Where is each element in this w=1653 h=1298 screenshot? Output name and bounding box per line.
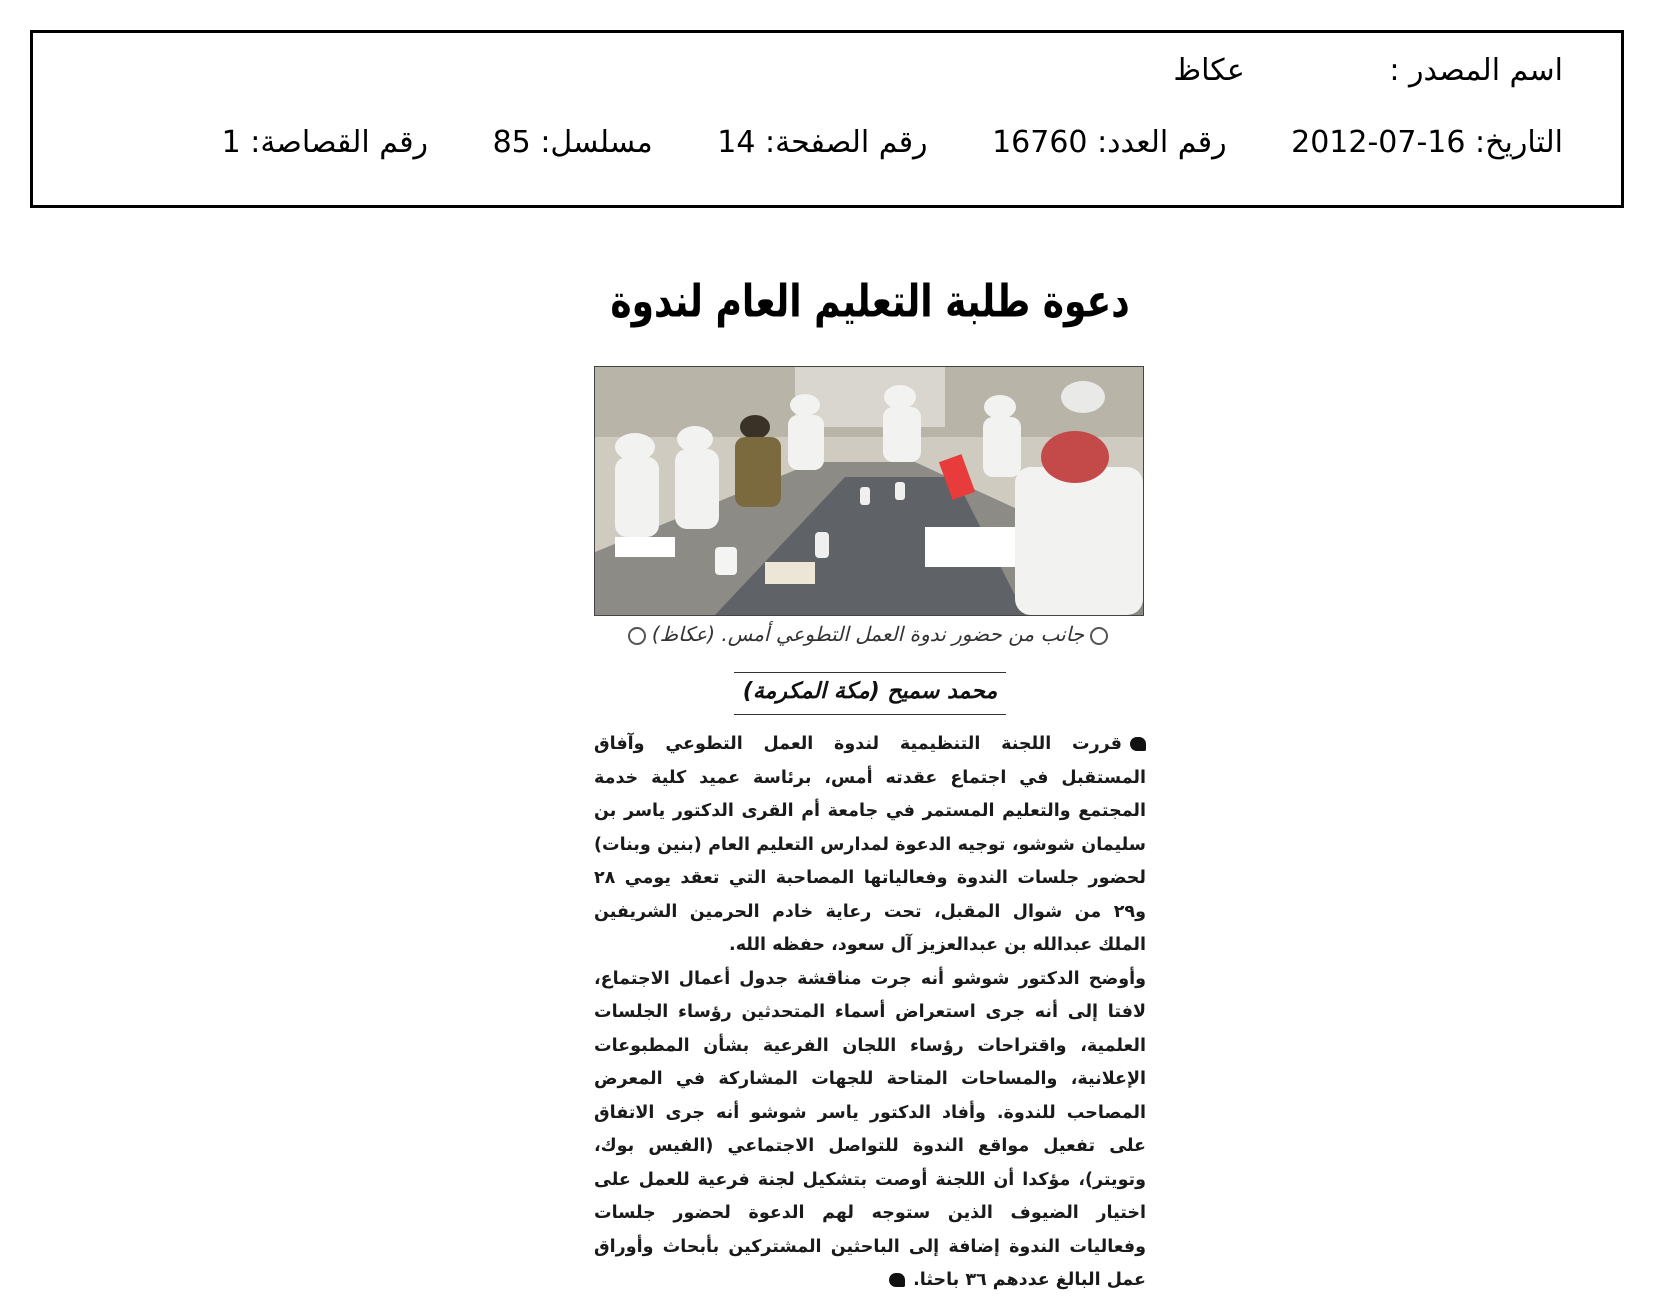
clip-label: رقم القصاصة:: [250, 125, 429, 160]
article-byline: محمد سميح (مكة المكرمة): [734, 672, 1006, 715]
caption-text: جانب من حضور ندوة العمل التطوعي أمس. (عكاظ): [651, 622, 1085, 646]
article-paragraph: [594, 963, 1146, 1298]
paragraph-1-text: قررت اللجنة التنظيمية لندوة العمل التطوعي وآفاق المستقبل في اجتماع عقدته أمس، برئاسة عميد كلية خدمة المجتمع والتعليم المستمر في جامعة أم القرى الدكتور ياسر بن سليمان شوشو، توجيه الدعوة لمدارس التعليم العام (بنين وبنات) لحضور جلسات الندوة وفعالياتها المصاحبة التي تعقد يومي ٢٨ و٢٩ من شوال المقبل، تحت رعاية خادم الحرمين الشريفين الملك عبدالله بن عبدالعزيز آل سعود، حفظه الله.: [594, 734, 1146, 955]
source-row: [1173, 53, 1563, 88]
date-value: 2012-07-16: [1291, 125, 1466, 160]
page-value: 14: [717, 125, 756, 160]
clipping-metadata-box: [30, 30, 1624, 208]
issue-label: رقم العدد:: [1097, 125, 1227, 160]
article-body: [594, 728, 1146, 1298]
caption-bullet-icon: [1090, 627, 1108, 645]
page-label: رقم الصفحة:: [764, 125, 928, 160]
clip-value: 1: [221, 125, 241, 160]
news-article: [594, 258, 1146, 1290]
paragraph-2-text: وأوضح الدكتور شوشو أنه جرت مناقشة جدول أعمال الاجتماع، لافتا إلى أنه جرى استعراض أسماء المتحدثين رؤساء الجلسات العلمية، واقتراحات رؤساء اللجان الفرعية بشأن المطبوعات الإعلانية، والمساحات المتاحة للجهات المشاركة في المعرض المصاحب للندوة. وأفاد الدكتور ياسر شوشو أنه جرى الاتفاق على تفعيل مواقع الندوة للتواصل الاجتماعي (الفيس بوك، وتويتر)، مؤكدا أن اللجنة أوصت بتشكيل لجنة فرعية للعمل على اختيار الضيوف الذين ستوجه لهم الدعوة لحضور جلسات وفعاليات الندوة إضافة إلى الباحثين المشتركين بأبحاث وأوراق عمل البالغ عددهم ٣٦ باحثا.: [594, 968, 1146, 1290]
serial-value: 85: [492, 125, 531, 160]
details-row: [222, 125, 1563, 160]
photo-caption: [594, 622, 1142, 646]
article-paragraph: [594, 728, 1146, 963]
meeting-photo-illustration: [595, 367, 1143, 615]
article-headline: دعوة طلبة التعليم العام لندوة: [610, 276, 1130, 328]
issue-value: 16760: [992, 125, 1088, 160]
source-label: اسم المصدر :: [1389, 53, 1563, 88]
date-label: التاريخ:: [1475, 125, 1563, 160]
meeting-photo: [594, 366, 1144, 616]
source-value: عكاظ: [1173, 53, 1245, 88]
quote-open-icon: [1130, 737, 1146, 751]
serial-label: مسلسل:: [540, 125, 653, 160]
caption-end-bullet-icon: [628, 627, 646, 645]
quote-close-icon: [889, 1273, 905, 1287]
